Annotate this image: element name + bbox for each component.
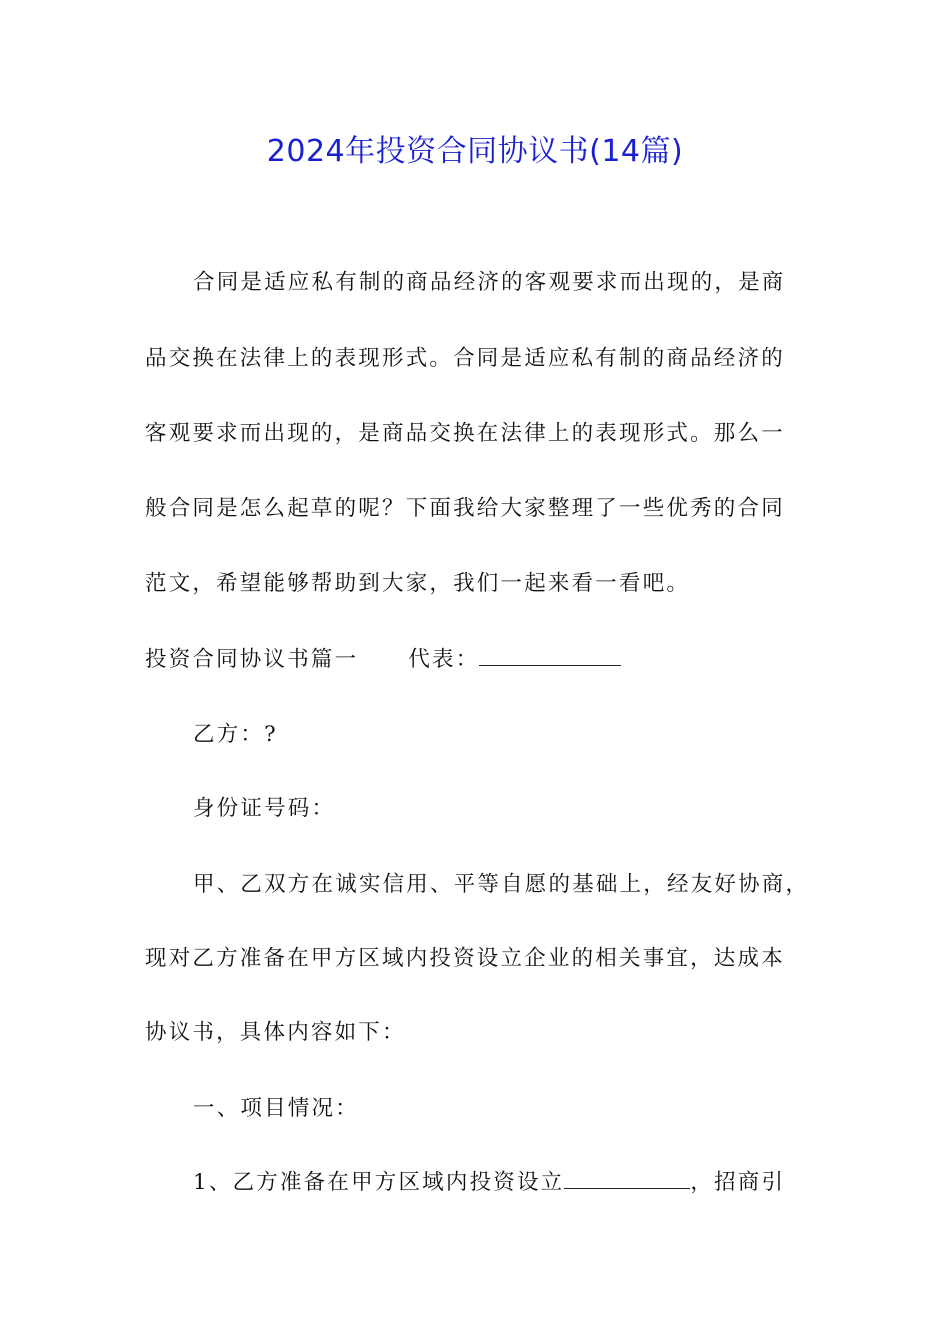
intro-line-3: 客观要求而出现的，是商品交换在法律上的表现形式。那么一 (145, 421, 785, 446)
item-1-blank (564, 1168, 690, 1189)
item-heading: 一、项目情况： (193, 1096, 359, 1121)
representative-label: 代表： (408, 647, 480, 672)
representative-blank (479, 645, 621, 666)
item-1-prefix: 1、乙方准备在甲方区域内投资设立 (193, 1170, 565, 1195)
agreement-line-3: 协议书，具体内容如下： (145, 1020, 406, 1045)
document-title: 2024年投资合同协议书(14篇) (266, 134, 684, 169)
party-b-label: 乙方：? (193, 722, 278, 747)
intro-line-2: 品交换在法律上的表现形式。合同是适应私有制的商品经济的 (145, 346, 785, 371)
item-1-line (193, 1168, 785, 1198)
section-heading-line (145, 645, 621, 675)
intro-line-1: 合同是适应私有制的商品经济的客观要求而出现的，是商 (193, 270, 786, 295)
intro-line-4: 般合同是怎么起草的呢？下面我给大家整理了一些优秀的合同 (145, 496, 785, 521)
intro-line-5: 范文，希望能够帮助到大家，我们一起来看一看吧。 (145, 571, 691, 596)
agreement-line-1: 甲、乙双方在诚实信用、平等自愿的基础上，经友好协商， (193, 872, 810, 897)
item-1-suffix: ，招商引 (690, 1170, 786, 1195)
section-heading: 投资合同协议书篇一 (145, 647, 359, 672)
id-number-label: 身份证号码： (193, 796, 336, 821)
agreement-line-2: 现对乙方准备在甲方区域内投资设立企业的相关事宜，达成本 (145, 946, 785, 971)
